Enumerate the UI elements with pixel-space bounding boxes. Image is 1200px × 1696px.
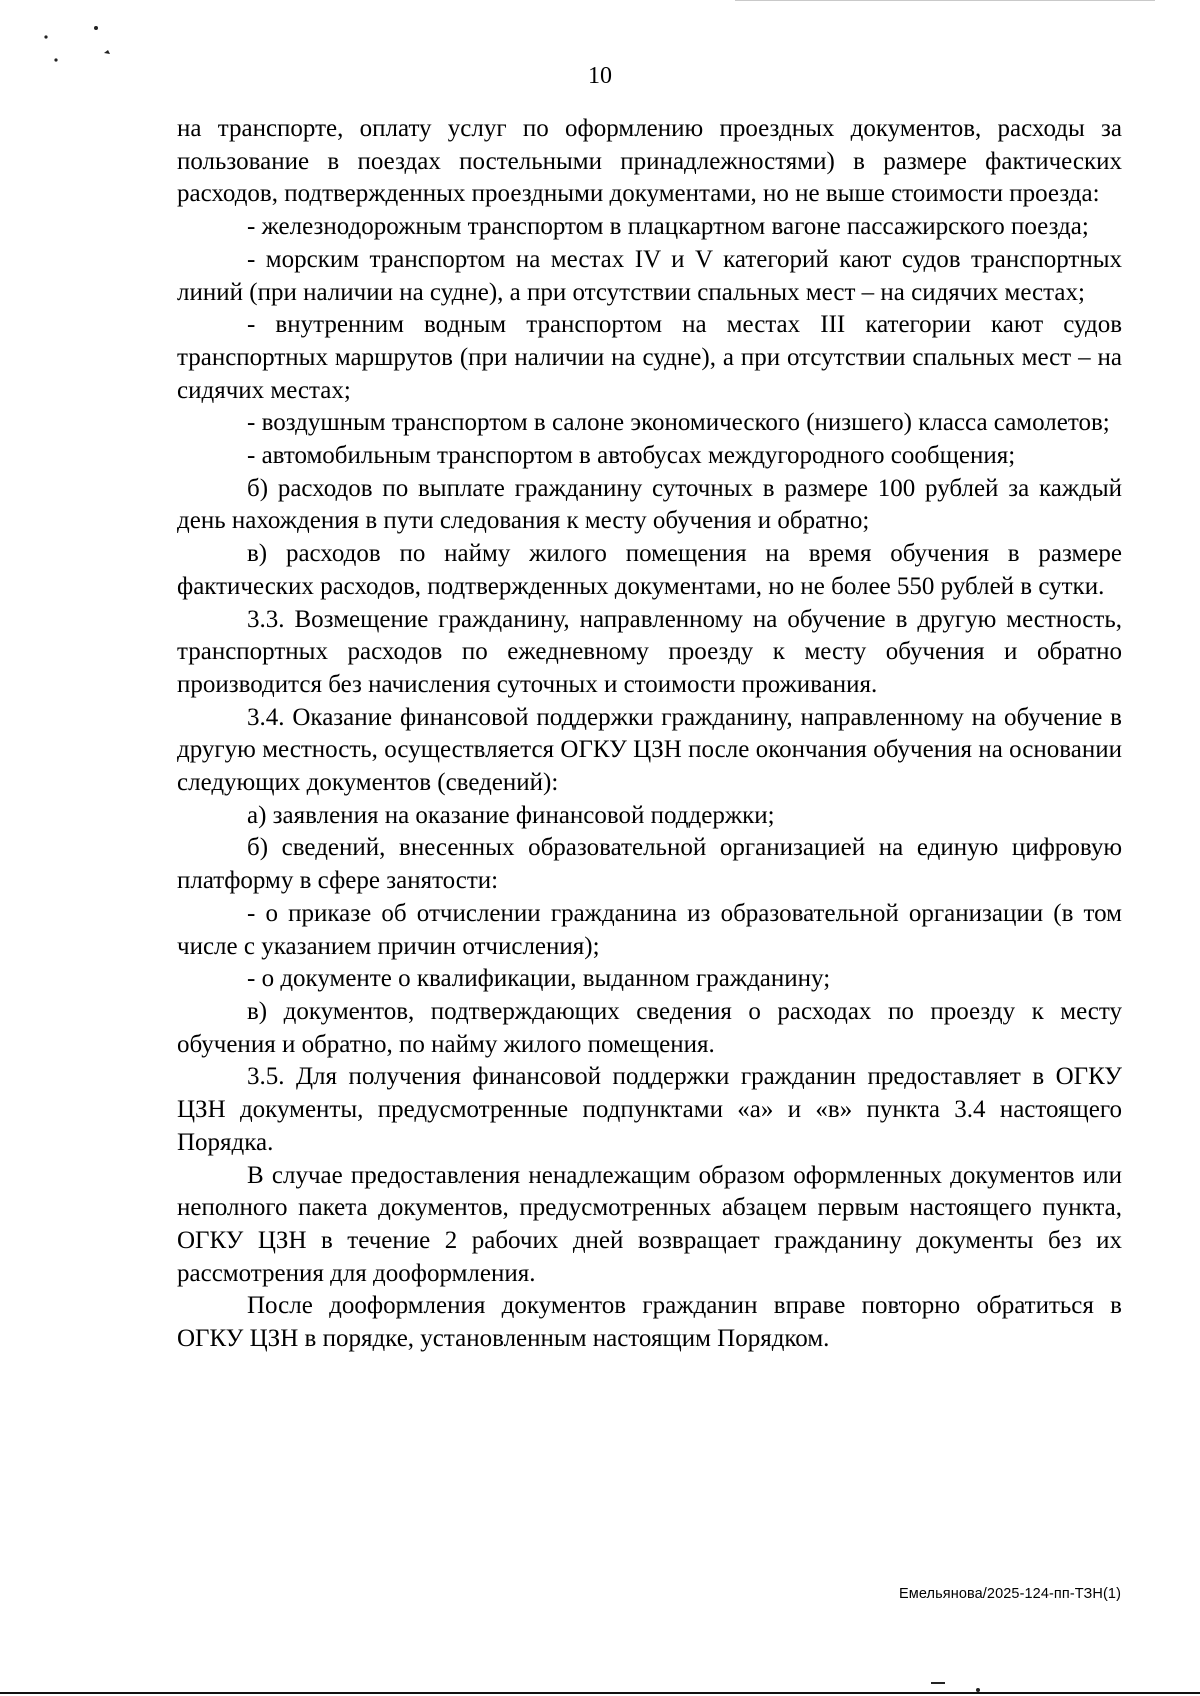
scan-specks: [38, 20, 118, 70]
paragraph: - внутренним водным транспортом на местах III категории кают судов транспортных маршрутов (при наличии на судне), а при отсутствии спальных мест – на сидячих местах;: [177, 311, 1122, 404]
paragraph: В случае предоставления ненадлежащим образом оформленных документов или неполного пакета документов, предусмотренных абзацем первым настоящего пункта, ОГКУ ЦЗН в течение 2 рабочих дней возвращает гражданину документы без их рассмотрения для дооформления.: [177, 1161, 1122, 1287]
paragraph: на транспорте, оплату услуг по оформлению проездных документов, расходы за пользование в поездах постельными принадлежностями) в размере фактических расходов, подтвержденных проездными документами, но не выше стоимости проезда:: [177, 115, 1122, 208]
paragraph: б) сведений, внесенных образовательной организацией на единую цифровую платформу в сфере занятости:: [177, 834, 1122, 895]
paragraph: 3.5. Для получения финансовой поддержки гражданин предоставляет в ОГКУ ЦЗН документы, предусмотренные подпунктами «а» и «в» пункта 3.4 настоящего Порядка.: [177, 1063, 1122, 1156]
scan-specks-bottom: [925, 1676, 985, 1692]
paragraph: - о документе о квалификации, выданном гражданину;: [247, 965, 831, 993]
paragraph: - о приказе об отчислении гражданина из образовательной организации (в том числе с указанием причин отчисления);: [177, 899, 1122, 960]
document-registration-code: Емельянова/2025-124-пп-ТЗН(1): [899, 1586, 1121, 1602]
paragraph: 3.4. Оказание финансовой поддержки гражданину, направленному на обучение в другую местность, осуществляется ОГКУ ЦЗН после окончания обучения на основании следующих документов (сведений):: [177, 703, 1122, 797]
page-number: 10: [588, 63, 612, 89]
paragraph: - железнодорожным транспортом в плацкартном вагоне пассажирского поезда;: [247, 213, 1089, 241]
paragraph: б) расходов по выплате гражданину суточных в размере 100 рублей за каждый день нахождения в пути следования к месту обучения и обратно;: [177, 474, 1122, 535]
paragraph: - воздушным транспортом в салоне экономического (низшего) класса самолетов;: [247, 409, 1110, 437]
scan-bottom-edge: [0, 1692, 1200, 1694]
paragraph: в) документов, подтверждающих сведения о расходах по проезду к месту обучения и обратно, по найму жилого помещения.: [177, 997, 1122, 1058]
paragraph: а) заявления на оказание финансовой поддержки;: [247, 801, 775, 829]
document-body: [177, 113, 1122, 1356]
paragraph: в) расходов по найму жилого помещения на время обучения в размере фактических расходов, подтвержденных документами, но не более 550 рублей в сутки.: [177, 540, 1122, 600]
scan-edge-line: [735, 0, 1155, 1]
paragraph: - морским транспортом на местах IV и V категорий кают судов транспортных линий (при наличии на судне), а при отсутствии спальных мест – на сидячих местах;: [177, 245, 1122, 306]
paragraph: - автомобильным транспортом в автобусах междугородного сообщения;: [247, 442, 1016, 470]
paragraph: 3.3. Возмещение гражданину, направленному на обучение в другую местность, транспортных расходов по ежедневному проезду к месту обучения и обратно производится без начисления суточных и стоимости проживания.: [177, 605, 1122, 698]
paragraph: После дооформления документов гражданин вправе повторно обратиться в ОГКУ ЦЗН в порядке, установленным настоящим Порядком.: [177, 1292, 1122, 1353]
